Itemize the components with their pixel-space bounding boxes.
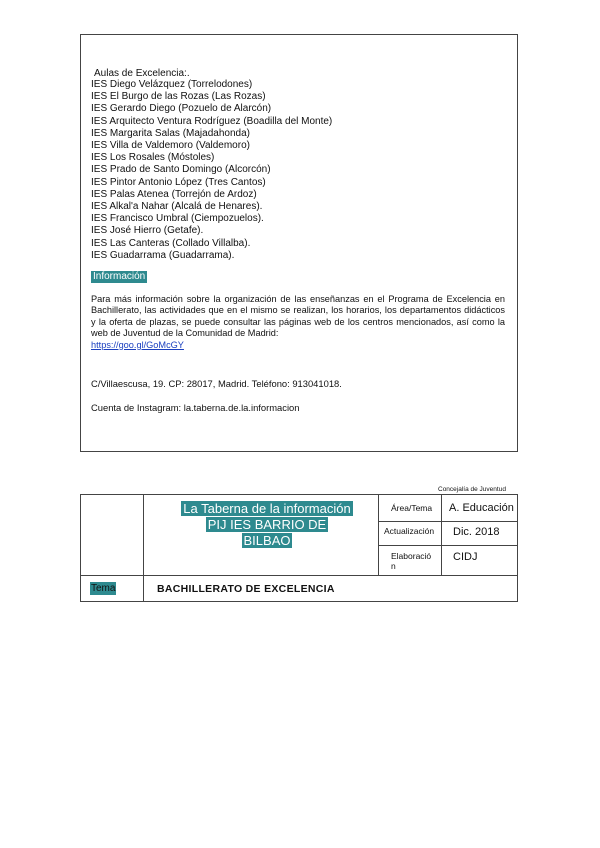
area-value: A. Educación <box>449 502 514 514</box>
list-item: IES Alkal'a Nahar (Alcalá de Henares). <box>91 201 263 213</box>
tema-label: Tema <box>91 583 116 594</box>
divider <box>81 575 518 576</box>
area-label: Área/Tema <box>391 503 433 513</box>
list-item: IES Arquitecto Ventura Rodríguez (Boadilla del Monte) <box>91 115 333 127</box>
divider <box>378 521 518 522</box>
list-item: IES Palas Atenea (Torrejón de Ardoz) <box>91 188 257 200</box>
footer-table <box>80 494 518 602</box>
list-item: IES Prado de Santo Domingo (Alcorcón) <box>91 164 271 176</box>
list-item: IES Francisco Umbral (Ciempozuelos). <box>91 213 264 225</box>
list-item: IES José Hierro (Getafe). <box>91 225 204 237</box>
list-item: IES Diego Velázquez (Torrelodones) <box>91 79 253 90</box>
update-label: Actualización <box>384 526 435 536</box>
department-label: Concejalía de Juventud <box>438 486 506 493</box>
info-box <box>80 34 518 452</box>
school-list <box>91 79 332 262</box>
list-item: IES Margarita Salas (Majadahonda) <box>91 127 250 139</box>
divider <box>378 495 379 575</box>
juventud-link[interactable]: https://goo.gl/GoMcGY <box>91 339 184 350</box>
title-line: La Taberna de la información <box>183 501 351 516</box>
list-item: IES Los Rosales (Móstoles) <box>91 152 215 164</box>
divider <box>441 495 442 575</box>
elaboration-label: Elaboració n <box>391 551 432 571</box>
list-item: IES Guadarrama (Guadarrama). <box>91 249 235 261</box>
page-title <box>167 501 367 549</box>
intro-text: Aulas de Excelencia:. <box>94 68 190 79</box>
instagram-text: Cuenta de Instagram: la.taberna.de.la.informacion <box>91 402 300 413</box>
info-paragraph-text: Para más información sobre la organización de las enseñanzas en el Programa de Excelencia en Bachillerato, las actividades que en el mismo se realizan, los horarios, los departamentos didácticos y la oferta de plazas, se puede consultar las páginas web de los centros mencionados, así como la web de Juventud de la Comunidad de Madrid: <box>91 294 505 339</box>
divider <box>143 575 144 602</box>
list-item: IES Villa de Valdemoro (Valdemoro) <box>91 140 250 152</box>
list-item: IES Las Canteras (Collado Villalba). <box>91 237 251 249</box>
update-value: Dic. 2018 <box>453 526 500 538</box>
title-line: BILBAO <box>243 533 291 548</box>
list-item: IES El Burgo de las Rozas (Las Rozas) <box>91 91 266 103</box>
address-text: C/Villaescusa, 19. CP: 28017, Madrid. Teléfono: 913041018. <box>91 378 342 389</box>
elaboration-value: CIDJ <box>453 551 478 563</box>
list-item: IES Pintor Antonio López (Tres Cantos) <box>91 176 266 188</box>
info-paragraph <box>91 294 505 351</box>
divider <box>378 545 518 546</box>
tema-value: BACHILLERATO DE EXCELENCIA <box>157 583 335 595</box>
divider <box>143 495 144 575</box>
info-heading: Información <box>93 271 146 282</box>
list-item: IES Gerardo Diego (Pozuelo de Alarcón) <box>91 103 272 115</box>
title-line: PIJ IES BARRIO DE <box>207 517 327 532</box>
